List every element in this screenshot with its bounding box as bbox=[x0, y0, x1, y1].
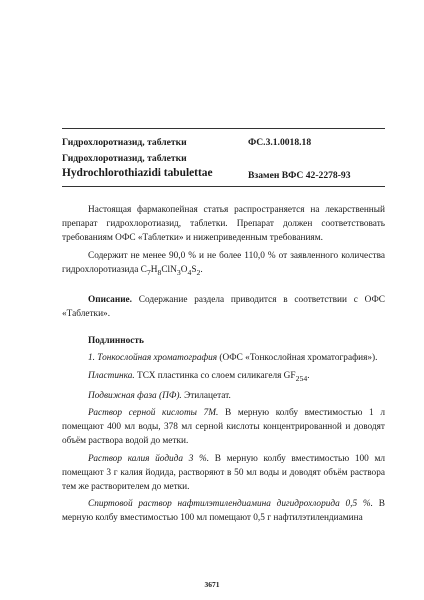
acid-solution-paragraph: Раствор серной кислоты 7М. В мерную колбу вместимостью 1 л помещают 400 мл воды, 378 мл серной кислоты концентрированной и доводят объём раствора водой до метки. bbox=[62, 407, 385, 447]
content-paragraph: Содержит не менее 90,0 % и не более 110,0 % от заявленного количества гидрохлоротиазида $C_7H_8ClN_3O_4S_2$. bbox=[62, 250, 385, 277]
tlc-label: 1. Тонкослойная хроматография bbox=[88, 353, 218, 364]
top-rule bbox=[62, 128, 385, 129]
title-ru-2: Гидрохлоротиазид, таблетки bbox=[62, 153, 187, 164]
description-paragraph: Описание. Содержание раздела приводится в соответствии с ОФС «Таблетки». bbox=[62, 294, 385, 320]
tlc-paragraph: 1. Тонкослойная хроматография (ОФС «Тонкослойная хроматография»). bbox=[88, 353, 378, 364]
intro-paragraph: Настоящая фармакопейная статья распространяется на лекарственный препарат гидрохлоротиазид, таблетки. Препарат должен соответствовать требованиям ОФС «Таблетки» и нижеприведенным требованиям. bbox=[62, 205, 385, 244]
page-number: 3671 bbox=[204, 580, 220, 589]
monograph-body bbox=[62, 203, 385, 529]
plate-label: Пластинка. bbox=[88, 370, 135, 381]
naphth-solution-label: Спиртовой раствор нафтилэтилендиамина дигидрохлорида 0,5 %. bbox=[88, 499, 373, 510]
plate-paragraph: Пластинка. ТСХ пластинка со слоем силикагеля $GF_{254}$. bbox=[88, 370, 310, 383]
naphth-solution-paragraph: Спиртовой раствор нафтилэтилендиамина дигидрохлорида 0,5 %. В мерную колбу вместимостью 100 мл помещают 0,5 г нафтилэтилендиамина bbox=[62, 499, 385, 524]
header-rule bbox=[62, 186, 385, 187]
title-latin: Hydrochlorothiazidi tabulettae bbox=[62, 167, 213, 179]
ki-solution-paragraph: Раствор калия йодида 3 %. В мерную колбу вместимостью 100 мл помещают 3 г калия йодида, растворяют в 50 мл воды и доводят объём раствора тем же растворителем до метки. bbox=[62, 453, 385, 492]
acid-solution-label: Раствор серной кислоты 7М. bbox=[88, 407, 219, 418]
title-ru-1: Гидрохлоротиазид, таблетки bbox=[62, 137, 187, 148]
replaces-code: Взамен ВФС 42-2278-93 bbox=[248, 170, 351, 181]
ki-solution-label: Раствор калия йодида 3 %. bbox=[88, 453, 210, 464]
authenticity-heading: Подлинность bbox=[88, 336, 144, 347]
description-label: Описание. bbox=[88, 294, 132, 305]
monograph-code: ФС.3.1.0018.18 bbox=[248, 137, 312, 148]
mobile-phase-paragraph: Подвижная фаза (ПФ). Этилацетат. bbox=[88, 390, 231, 401]
mobile-phase-label: Подвижная фаза (ПФ). bbox=[88, 390, 182, 401]
